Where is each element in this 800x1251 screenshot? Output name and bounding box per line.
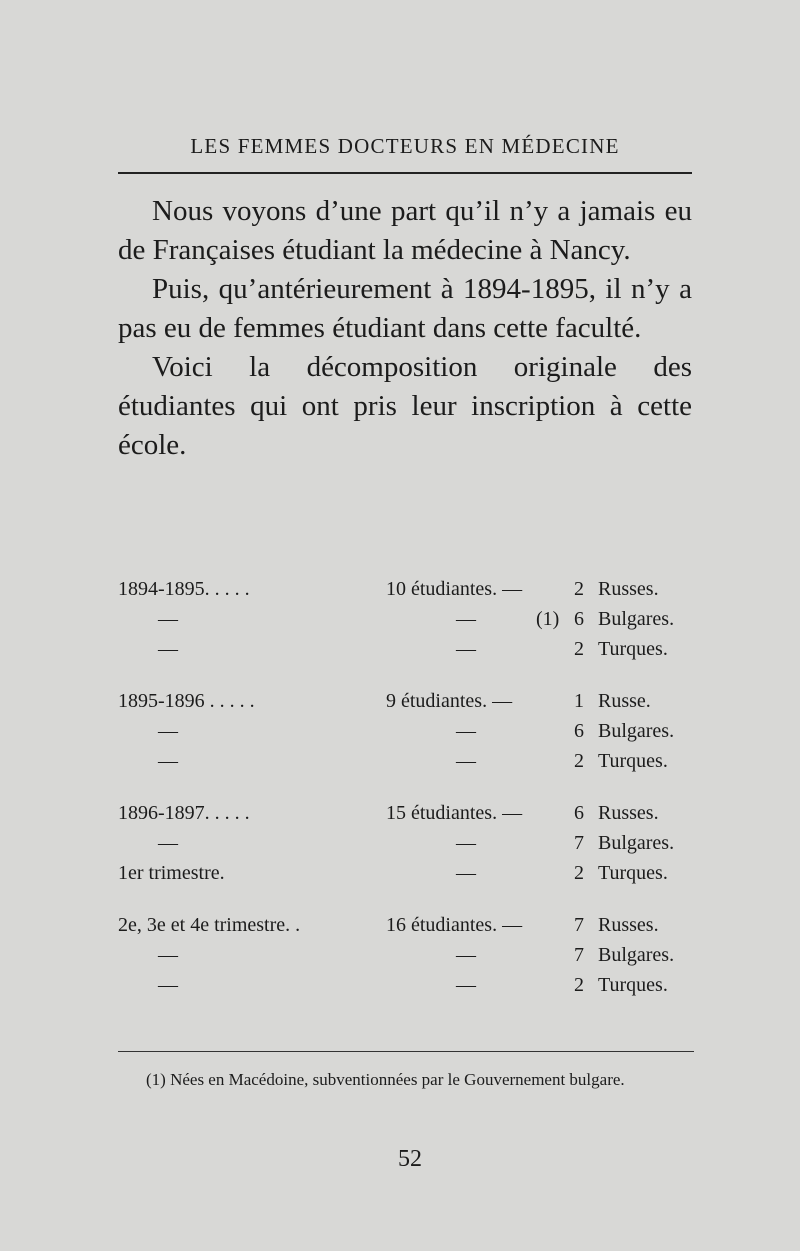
row-number: 1 [574, 690, 584, 712]
row-count: 15 étudiantes. — [386, 802, 523, 824]
stats-group [118, 687, 694, 777]
row-number: 6 [574, 720, 584, 742]
table-row [118, 635, 694, 665]
row-number: 7 [574, 832, 584, 854]
paragraph: Voici la décomposition originale des étudiantes qui ont pris leur inscription à cette école. [118, 351, 692, 461]
stats-group [118, 799, 694, 889]
statistics-table [118, 575, 694, 1023]
table-row [118, 687, 694, 717]
row-nationality: Turques. [598, 638, 668, 660]
table-row [118, 717, 694, 747]
header-rule [118, 172, 692, 174]
footnote-rule [118, 1051, 694, 1052]
footnote: (1) Nées en Macédoine, subventionnées par le Gouvernement bulgare. [146, 1070, 625, 1089]
row-number: 7 [574, 944, 584, 966]
row-count: — [456, 720, 476, 742]
row-number: 2 [574, 578, 584, 600]
table-row [118, 799, 694, 829]
row-number: 6 [574, 608, 584, 630]
row-count: — [456, 862, 476, 884]
row-number: 2 [574, 750, 584, 772]
row-number: 2 [574, 974, 584, 996]
row-count: — [456, 638, 476, 660]
row-count: — [456, 944, 476, 966]
row-nationality: Turques. [598, 974, 668, 996]
row-label: 1er trimestre. [118, 862, 225, 884]
table-row [118, 971, 694, 1001]
row-nationality: Russes. [598, 578, 659, 600]
row-label: — [158, 638, 178, 660]
row-label: 2e, 3e et 4e trimestre. . [118, 914, 301, 936]
row-nationality: Bulgares. [598, 608, 675, 630]
row-note: (1) [536, 608, 560, 630]
table-row [118, 575, 694, 605]
row-count: — [456, 974, 476, 996]
row-nationality: Bulgares. [598, 832, 675, 854]
row-nationality: Turques. [598, 862, 668, 884]
row-nationality: Turques. [598, 750, 668, 772]
row-label: — [158, 944, 178, 966]
row-label: 1894-1895. . . . . [118, 578, 250, 600]
row-number: 6 [574, 802, 584, 824]
stats-group [118, 911, 694, 1001]
row-number: 2 [574, 638, 584, 660]
row-count: — [456, 608, 476, 630]
table-row [118, 911, 694, 941]
table-row [118, 859, 694, 889]
row-label: — [158, 974, 178, 996]
page-number: 52 [398, 1146, 422, 1172]
row-count: 16 étudiantes. — [386, 914, 523, 936]
running-head: LES FEMMES DOCTEURS EN MÉDECINE [190, 134, 620, 158]
row-nationality: Bulgares. [598, 720, 675, 742]
row-nationality: Russe. [598, 690, 651, 712]
stats-group [118, 575, 694, 665]
paragraph: Nous voyons d’une part qu’il n’y a jamais eu de Françaises étudiant la médecine à Nancy. [118, 195, 692, 266]
table-row [118, 829, 694, 859]
paragraph: Puis, qu’antérieurement à 1894-1895, il n’y a pas eu de femmes étudiant dans cette faculté. [118, 273, 692, 344]
row-label: — [158, 608, 178, 630]
row-label: — [158, 832, 178, 854]
row-nationality: Bulgares. [598, 944, 675, 966]
body-text [118, 192, 692, 465]
row-count: — [456, 750, 476, 772]
row-label: 1895-1896 . . . . . [118, 690, 255, 712]
row-count: — [456, 832, 476, 854]
table-row [118, 605, 694, 635]
row-nationality: Russes. [598, 914, 659, 936]
table-row [118, 941, 694, 971]
row-number: 7 [574, 914, 584, 936]
row-label: — [158, 720, 178, 742]
row-label: 1896-1897. . . . . [118, 802, 250, 824]
row-count: 10 étudiantes. — [386, 578, 523, 600]
row-nationality: Russes. [598, 802, 659, 824]
row-label: — [158, 750, 178, 772]
row-count: 9 étudiantes. — [386, 690, 513, 712]
table-row [118, 747, 694, 777]
row-number: 2 [574, 862, 584, 884]
